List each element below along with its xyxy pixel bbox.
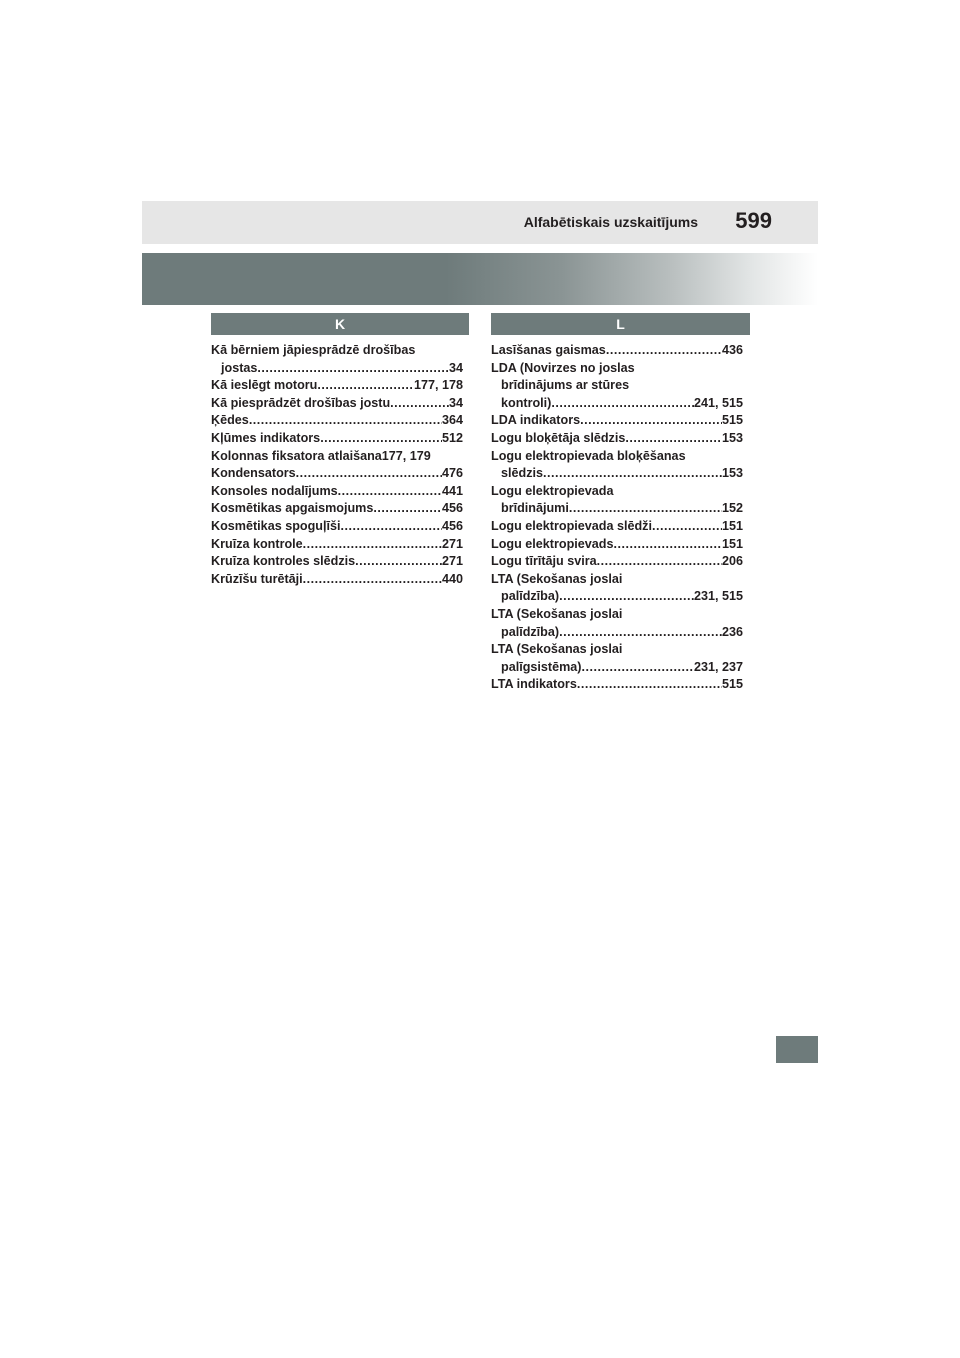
index-term: Kā piesprādzēt drošības jostu bbox=[211, 395, 391, 410]
index-entry bbox=[491, 412, 743, 430]
index-term: Ķēdes bbox=[211, 413, 249, 428]
index-term: Logu elektropievada slēdži bbox=[491, 518, 652, 533]
page-number: 599 bbox=[735, 208, 772, 233]
index-pages: 34 bbox=[448, 395, 463, 410]
index-pages: 271 bbox=[441, 536, 463, 551]
decorative-banner bbox=[142, 253, 818, 305]
index-term: palīdzība) bbox=[501, 589, 560, 604]
dot-leader bbox=[340, 518, 442, 536]
index-term: jostas bbox=[221, 360, 258, 375]
index-pages: 231, 237 bbox=[693, 659, 743, 674]
index-column-l bbox=[491, 342, 743, 694]
index-term: slēdzis bbox=[501, 466, 543, 481]
index-term: Kļūmes indikators bbox=[211, 430, 321, 445]
index-term: Logu elektropievads bbox=[491, 536, 614, 551]
index-term: LTA (Sekošanas joslai bbox=[491, 642, 623, 657]
dot-leader bbox=[338, 483, 442, 501]
dot-leader bbox=[303, 536, 442, 554]
index-term: palīdzība) bbox=[501, 624, 560, 639]
dot-leader bbox=[373, 500, 442, 518]
index-term: Logu tīrītāju svira bbox=[491, 554, 597, 569]
index-entry bbox=[211, 483, 463, 501]
index-pages: 515 bbox=[721, 413, 743, 428]
index-column-k bbox=[211, 342, 463, 588]
index-term: palīgsistēma) bbox=[501, 659, 582, 674]
index-pages: 152 bbox=[721, 501, 743, 516]
index-term: Kā ieslēgt motoru bbox=[211, 378, 318, 393]
index-entry bbox=[491, 659, 743, 677]
index-entry bbox=[211, 395, 463, 413]
index-entry-heading bbox=[491, 571, 743, 589]
index-pages: 231, 515 bbox=[693, 589, 743, 604]
dot-leader bbox=[559, 588, 694, 606]
section-header-l: L bbox=[491, 313, 750, 335]
index-term: Kondensators bbox=[211, 466, 296, 481]
index-entry bbox=[491, 342, 743, 360]
dot-leader bbox=[390, 395, 449, 413]
dot-leader bbox=[551, 395, 694, 413]
index-entry-heading bbox=[491, 483, 743, 501]
index-term: Logu elektropievada bloķēšanas bbox=[491, 448, 686, 463]
index-pages: 153 bbox=[721, 466, 743, 481]
index-pages: 151 bbox=[721, 518, 743, 533]
index-entry-heading bbox=[491, 641, 743, 659]
index-entry bbox=[491, 500, 743, 518]
index-term: brīdinājums ar stūres bbox=[501, 378, 630, 393]
dot-leader bbox=[559, 624, 722, 642]
index-term: LDA (Novirzes no joslas bbox=[491, 360, 635, 375]
index-pages: 236 bbox=[721, 624, 743, 639]
dot-leader bbox=[320, 430, 442, 448]
section-header-k: K bbox=[211, 313, 469, 335]
index-term: Konsoles nodalījums bbox=[211, 483, 338, 498]
dot-leader bbox=[613, 536, 722, 554]
dot-leader bbox=[652, 518, 722, 536]
dot-leader bbox=[569, 500, 722, 518]
index-pages: 456 bbox=[441, 501, 463, 516]
dot-leader bbox=[582, 659, 694, 677]
index-pages: 364 bbox=[441, 413, 463, 428]
dot-leader bbox=[597, 553, 722, 571]
index-pages: 515 bbox=[721, 677, 743, 692]
dot-leader bbox=[577, 676, 722, 694]
index-term: Kosmētikas apgaismojums bbox=[211, 501, 374, 516]
dot-leader bbox=[249, 412, 442, 430]
index-entry bbox=[211, 412, 463, 430]
index-entry-heading bbox=[491, 448, 743, 466]
index-entry bbox=[491, 588, 743, 606]
index-entry bbox=[491, 395, 743, 413]
index-pages: 177, 178 bbox=[413, 378, 463, 393]
index-pages: 440 bbox=[441, 571, 463, 586]
index-entry bbox=[491, 465, 743, 483]
index-pages: 206 bbox=[721, 554, 743, 569]
index-term: Kolonnas fiksatora atlaišana bbox=[211, 448, 382, 463]
dot-leader bbox=[355, 553, 442, 571]
index-entry-heading bbox=[491, 606, 743, 624]
index-entry bbox=[491, 676, 743, 694]
index-term: brīdinājumi bbox=[501, 501, 569, 516]
index-entry-heading bbox=[211, 342, 463, 360]
index-term: LTA (Sekošanas joslai bbox=[491, 606, 623, 621]
index-pages: 271 bbox=[441, 554, 463, 569]
dot-leader bbox=[257, 360, 449, 378]
index-pages: 241, 515 bbox=[693, 395, 743, 410]
index-entry bbox=[211, 465, 463, 483]
index-term: LTA (Sekošanas joslai bbox=[491, 571, 623, 586]
index-term: Logu elektropievada bbox=[491, 483, 614, 498]
index-pages: 151 bbox=[721, 536, 743, 551]
index-term: Kosmētikas spoguļīši bbox=[211, 518, 341, 533]
index-pages: 441 bbox=[441, 483, 463, 498]
index-entry-heading bbox=[491, 360, 743, 378]
index-entry bbox=[491, 553, 743, 571]
index-entry bbox=[491, 518, 743, 536]
dot-leader bbox=[580, 412, 722, 430]
index-entry bbox=[211, 377, 463, 395]
index-term: Logu bloķētāja slēdzis bbox=[491, 430, 626, 445]
dot-leader bbox=[317, 377, 414, 395]
index-entry bbox=[211, 553, 463, 571]
index-entry bbox=[491, 536, 743, 554]
index-pages: 177, 179 bbox=[381, 448, 431, 463]
dot-leader bbox=[625, 430, 722, 448]
index-entry bbox=[211, 536, 463, 554]
dot-leader bbox=[543, 465, 722, 483]
index-entry bbox=[211, 518, 463, 536]
index-entry bbox=[211, 430, 463, 448]
index-entry-continuation bbox=[491, 377, 743, 395]
index-entry bbox=[491, 430, 743, 448]
dot-leader bbox=[296, 465, 442, 483]
index-term: Kruīza kontrole bbox=[211, 536, 303, 551]
index-pages: 512 bbox=[441, 430, 463, 445]
dot-leader bbox=[303, 571, 442, 589]
index-entry bbox=[211, 571, 463, 589]
chapter-tab bbox=[776, 1036, 818, 1063]
index-term: Kā bērniem jāpiesprādzē drošības bbox=[211, 343, 416, 357]
index-term: kontroli) bbox=[501, 395, 552, 410]
index-term: Lasīšanas gaismas bbox=[491, 343, 606, 357]
index-pages: 436 bbox=[721, 343, 743, 357]
index-entry bbox=[211, 500, 463, 518]
index-term: Kruīza kontroles slēdzis bbox=[211, 554, 356, 569]
index-pages: 476 bbox=[441, 466, 463, 481]
page-header bbox=[142, 201, 818, 244]
index-entry bbox=[211, 448, 463, 466]
index-term: Krūzīšu turētāji bbox=[211, 571, 303, 586]
index-term: LDA indikators bbox=[491, 413, 581, 428]
index-pages: 153 bbox=[721, 430, 743, 445]
index-entry bbox=[491, 624, 743, 642]
index-term: LTA indikators bbox=[491, 677, 577, 692]
dot-leader bbox=[606, 342, 722, 360]
index-entry bbox=[211, 360, 463, 378]
index-pages: 456 bbox=[441, 518, 463, 533]
index-pages: 34 bbox=[448, 360, 463, 375]
header-title: Alfabētiskais uzskaitījums bbox=[523, 214, 698, 230]
